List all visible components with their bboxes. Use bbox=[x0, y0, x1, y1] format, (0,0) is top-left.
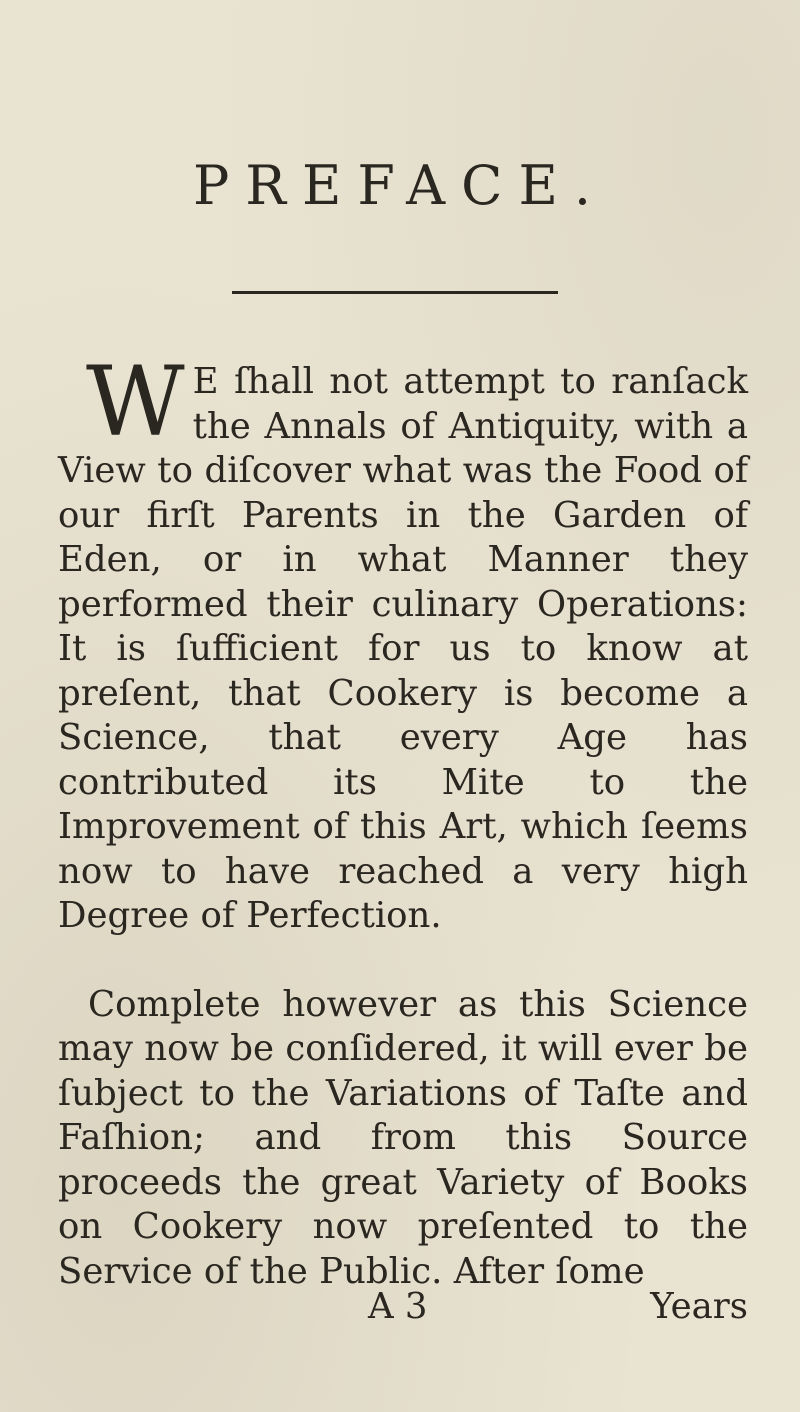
signature-mark: A 3 bbox=[368, 1286, 428, 1327]
paragraph-2-text: Complete however as this Science may now be conſidered, it will ever be ſubject to the Variations of Taſte and Faſhion; and from this Source proceeds the great Variety of Books on Cookery now preſented to the Service of the Public. After ſome bbox=[58, 983, 748, 1292]
catchword: Years bbox=[650, 1286, 748, 1327]
drop-cap: W bbox=[86, 346, 185, 458]
paragraph-2 bbox=[58, 983, 748, 1295]
body-text bbox=[58, 346, 748, 1294]
paragraph-1-text: ſhall not attempt to ranſack the Annals of Antiquity, with a View to diſcover what was the Food of our firſt Parents in the Garden of Eden, or in what Manner they performed their culinary Operations: It is ſufficient for us to know at preſent, that Cookery is become a Science, that every Age has contributed its Mite to the Improvement of this Art, which ſeems now to have reached a very high Degree of Perfection. bbox=[58, 361, 748, 936]
first-word-rest: E bbox=[192, 361, 219, 402]
page-title: PREFACE. bbox=[192, 154, 608, 218]
paragraph-1 bbox=[58, 346, 748, 939]
title-rule bbox=[232, 291, 558, 294]
